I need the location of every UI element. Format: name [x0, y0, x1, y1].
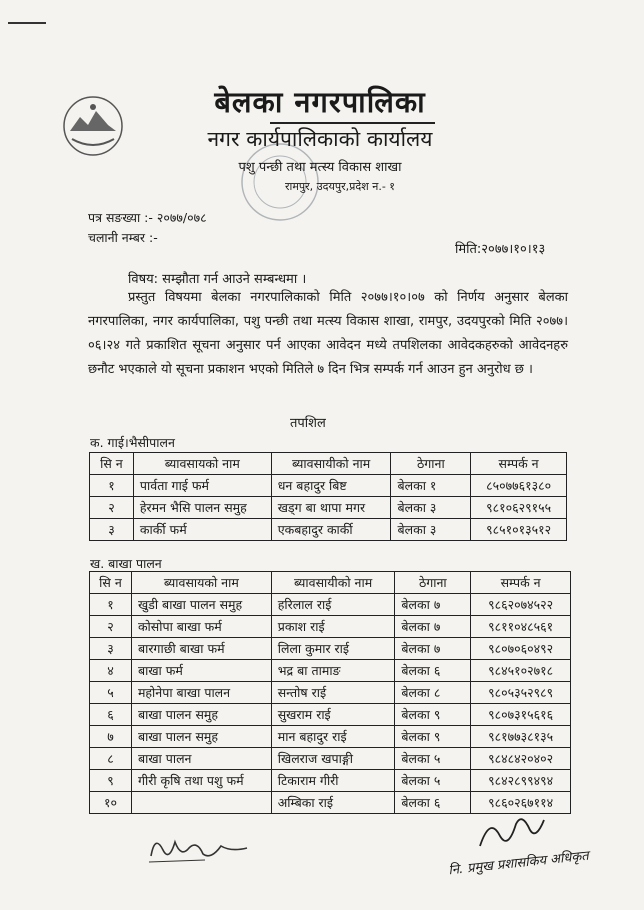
business-name: बाखा पालन — [131, 748, 271, 770]
col-header: ठेगाना — [395, 572, 471, 594]
officer-title: नि. प्रमुख प्रशासकिय अधिकृत — [447, 848, 590, 879]
letter-date: मिति:२०७७।१०।१३ — [455, 242, 546, 257]
contact-number: ८५०७७६१३८० — [471, 475, 567, 497]
business-name: बाखा फर्म — [131, 660, 271, 682]
table-row — [90, 682, 571, 704]
address-cell: बेलका ५ — [395, 748, 471, 770]
owner-name: हरिलाल राई — [271, 594, 395, 616]
business-name: बाखा पालन समुह — [131, 704, 271, 726]
owner-name: टिकाराम गीरी — [271, 770, 395, 792]
address-cell: बेलका १ — [391, 475, 471, 497]
contact-number: ९८११०४८५६१ — [471, 616, 571, 638]
contact-number: ९८५१०१३५१२ — [471, 519, 567, 541]
owner-name: खिलराज खपाङ्गी — [271, 748, 395, 770]
office-address: रामपुर, उदयपुर,प्रदेश न.- १ — [284, 180, 396, 193]
business-name: गीरी कृषि तथा पशु फर्म — [131, 770, 271, 792]
row-number: १ — [90, 475, 134, 497]
address-cell: बेलका ९ — [395, 726, 471, 748]
table-header-row — [90, 572, 571, 594]
row-number: ८ — [90, 748, 132, 770]
col-header: ब्यावसायको नाम — [131, 572, 271, 594]
municipality-title: बेलका नगरपालिका — [214, 85, 426, 119]
table-row — [90, 660, 571, 682]
row-number: ७ — [90, 726, 132, 748]
table-row — [90, 704, 571, 726]
row-number: ६ — [90, 704, 132, 726]
office-subtitle: नगर कार्यपालिकाको कार्यालय — [207, 127, 433, 151]
table-row — [90, 475, 567, 497]
address-cell: बेलका ६ — [395, 660, 471, 682]
owner-name: अम्बिका राई — [271, 792, 395, 814]
col-header: सि न — [90, 572, 132, 594]
row-number: ९ — [90, 770, 132, 792]
col-header: सम्पर्क न — [471, 572, 571, 594]
address-cell: बेलका ७ — [395, 594, 471, 616]
business-name — [131, 792, 271, 814]
col-header: सम्पर्क न — [471, 453, 567, 475]
address-cell: बेलका ९ — [395, 704, 471, 726]
address-cell: बेलका ७ — [395, 638, 471, 660]
table-row — [90, 616, 571, 638]
contact-number: ९८६०२६७११४ — [471, 792, 571, 814]
letter-body: प्रस्तुत विषयमा बेलका नगरपालिकाको मिति २०७७।१०।०७ को निर्णय अनुसार बेलका नगरपालिका, नगर कार्यपालिका, पशु पन्छी तथा मत्स्य विकास शाखा, रामपुर, उदयपुरको मिति २०७७।०६।२४ गते प्रकाशित सूचना अनुसार पर्न आएका आवेदन मध्ये तपशिलका आवेदकहरुको आवेदनहरु छनौट भएकाले यो सूचना प्रकाशन भएको मितिले ७ दिन भित्र सम्पर्क गर्न आउन हुन अनुरोध छ । — [88, 290, 568, 377]
cattle-buffalo-table — [89, 452, 567, 541]
business-name: बारगाछी बाखा फर्म — [131, 638, 271, 660]
row-number: २ — [90, 497, 134, 519]
owner-name: प्रकाश राई — [271, 616, 395, 638]
row-number: ३ — [90, 519, 134, 541]
owner-name: मान बहादुर राई — [271, 726, 395, 748]
contact-number: ९८१०६२९१५५ — [471, 497, 567, 519]
owner-name: लिला कुमार राई — [271, 638, 395, 660]
address-cell: बेलका ३ — [391, 497, 471, 519]
business-name: हेरमन भैसि पालन समुह — [133, 497, 271, 519]
business-name: कोसोपा बाखा फर्म — [131, 616, 271, 638]
business-name: महोनेपा बाखा पालन — [131, 682, 271, 704]
owner-name: सुखराम राई — [271, 704, 395, 726]
owner-name: भद्र बा तामाङ — [271, 660, 395, 682]
business-name: खुडी बाखा पालन समुह — [131, 594, 271, 616]
row-number: १० — [90, 792, 132, 814]
branch-name: पशु पन्छी तथा मत्स्य विकास शाखा — [238, 160, 402, 175]
section-b-label: ख. बाखा पालन — [90, 556, 162, 571]
details-heading: तपशिल — [290, 416, 326, 431]
contact-number: ९८४८४२०४०२ — [471, 748, 571, 770]
contact-number: ९८१७७३८१३५ — [471, 726, 571, 748]
owner-name: धन बहादुर बिष्ट — [271, 475, 391, 497]
col-header: ब्यावसायीको नाम — [271, 453, 391, 475]
col-header: ब्यावसायको नाम — [133, 453, 271, 475]
row-number: ३ — [90, 638, 132, 660]
business-name: कार्की फर्म — [133, 519, 271, 541]
owner-name: एकबहादुर कार्की — [271, 519, 391, 541]
contact-number: ९८०७३१५६१६ — [471, 704, 571, 726]
table-row — [90, 594, 571, 616]
contact-number: ९८६२०७४५२२ — [471, 594, 571, 616]
section-a-label: क. गाई।भैसीपालन — [90, 435, 175, 450]
row-number: २ — [90, 616, 132, 638]
address-cell: बेलका ७ — [395, 616, 471, 638]
owner-name: खड्ग बा थापा मगर — [271, 497, 391, 519]
contact-number: ९८४५१०२७१८ — [471, 660, 571, 682]
reference-number: पत्र सङख्या :- २०७७/०७८ — [88, 210, 207, 225]
business-name: बाखा पालन समुह — [131, 726, 271, 748]
signature-right-icon — [470, 806, 550, 856]
contact-number: ९८०५३५२९८९ — [471, 682, 571, 704]
dispatch-number: चलानी नम्बर :- — [88, 230, 158, 245]
address-cell: बेलका ८ — [395, 682, 471, 704]
business-name: पार्वता गाई फर्म — [133, 475, 271, 497]
row-number: ५ — [90, 682, 132, 704]
address-cell: बेलका ३ — [391, 519, 471, 541]
signature-left-icon — [145, 828, 255, 868]
scan-mark — [8, 22, 46, 24]
owner-name: सन्तोष राई — [271, 682, 395, 704]
address-cell: बेलका ५ — [395, 770, 471, 792]
col-header: ठेगाना — [391, 453, 471, 475]
table-header-row — [90, 453, 567, 475]
col-header: सि न — [90, 453, 134, 475]
row-number: १ — [90, 594, 132, 616]
table-row — [90, 748, 571, 770]
table-row — [90, 497, 567, 519]
address-cell: बेलका ६ — [395, 792, 471, 814]
contact-number: ९८०७०६०४९२ — [471, 638, 571, 660]
letter-subject: विषय: सम्झौता गर्न आउने सम्बन्धमा । — [128, 272, 307, 287]
row-number: ४ — [90, 660, 132, 682]
table-row — [90, 519, 567, 541]
table-row — [90, 726, 571, 748]
goat-farming-table — [89, 571, 571, 814]
contact-number: ९८४२८९९४९४ — [471, 770, 571, 792]
table-row — [90, 770, 571, 792]
col-header: ब्यावसायीको नाम — [271, 572, 395, 594]
title-underline — [270, 122, 435, 124]
table-row — [90, 638, 571, 660]
nepal-emblem-icon — [62, 95, 124, 157]
